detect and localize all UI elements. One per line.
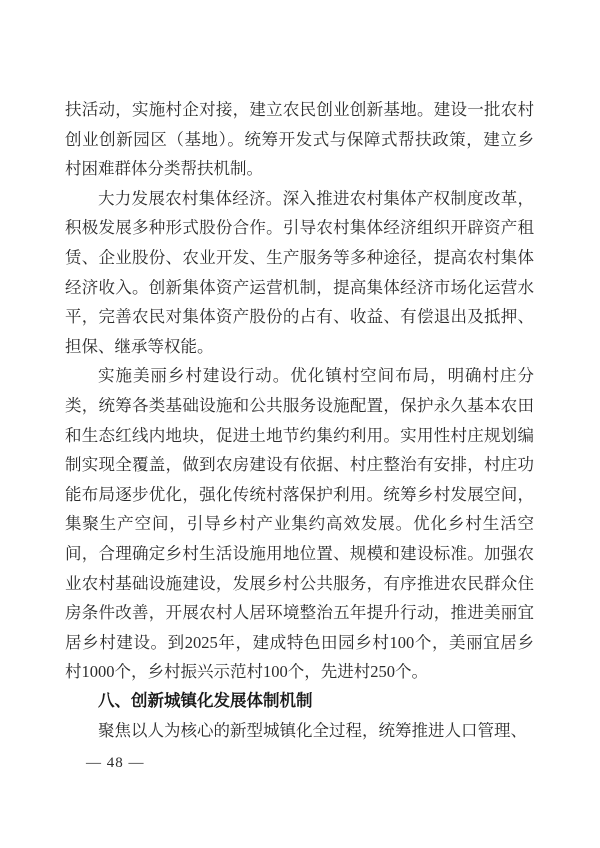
paragraph-collective-economy: 大力发展农村集体经济。深入推进农村集体产权制度改革，积极发展多种形式股份合作。引导农村集体经济组织开辟资产租赁、企业股份、农业开发、生产服务等多种途径，提高农村集体经济收入。创新集体资产运营机制，提高集体经济市场化运营水平，完善农民对集体资产股份的占有、收益、有偿退出及抵押、担保、继承等权能。 bbox=[65, 188, 534, 356]
document-body bbox=[65, 95, 534, 746]
paragraph-continuation: 扶活动，实施村企对接，建立农民创业创新基地。建设一批农村创业创新园区（基地）。统筹开发式与保障式帮扶政策，建立乡村困难群体分类帮扶机制。 bbox=[65, 100, 534, 179]
paragraph-urbanization: 聚焦以人为核心的新型城镇化全过程，统筹推进人口管理、 bbox=[98, 721, 527, 741]
section-heading: 八、创新城镇化发展体制机制 bbox=[98, 691, 313, 710]
paragraph-beautiful-village: 实施美丽乡村建设行动。优化镇村空间布局，明确村庄分类，统筹各类基础设施和公共服务设施配置，保护永久基本农田和生态红线内地块，促进土地节约集约利用。实用性村庄规划编制实现全覆盖，做到农房建设有依据、村庄整治有安排，村庄功能布局逐步优化，强化传统村落保护利用。统筹乡村发展空间，集聚生产空间，引导乡村产业集约高效发展。优化乡村生活空间，合理确定乡村生活设施用地位置、规模和建设标准。加强农业农村基础设施建设，发展乡村公共服务，有序推进农民群众住房条件改善，开展农村人居环境整治五年提升行动，推进美丽宜居乡村建设。到2025年，建成特色田园乡村100个，美丽宜居乡村1000个，乡村振兴示范村100个，先进村250个。 bbox=[65, 366, 534, 682]
page-number: — 48 — bbox=[86, 755, 145, 771]
